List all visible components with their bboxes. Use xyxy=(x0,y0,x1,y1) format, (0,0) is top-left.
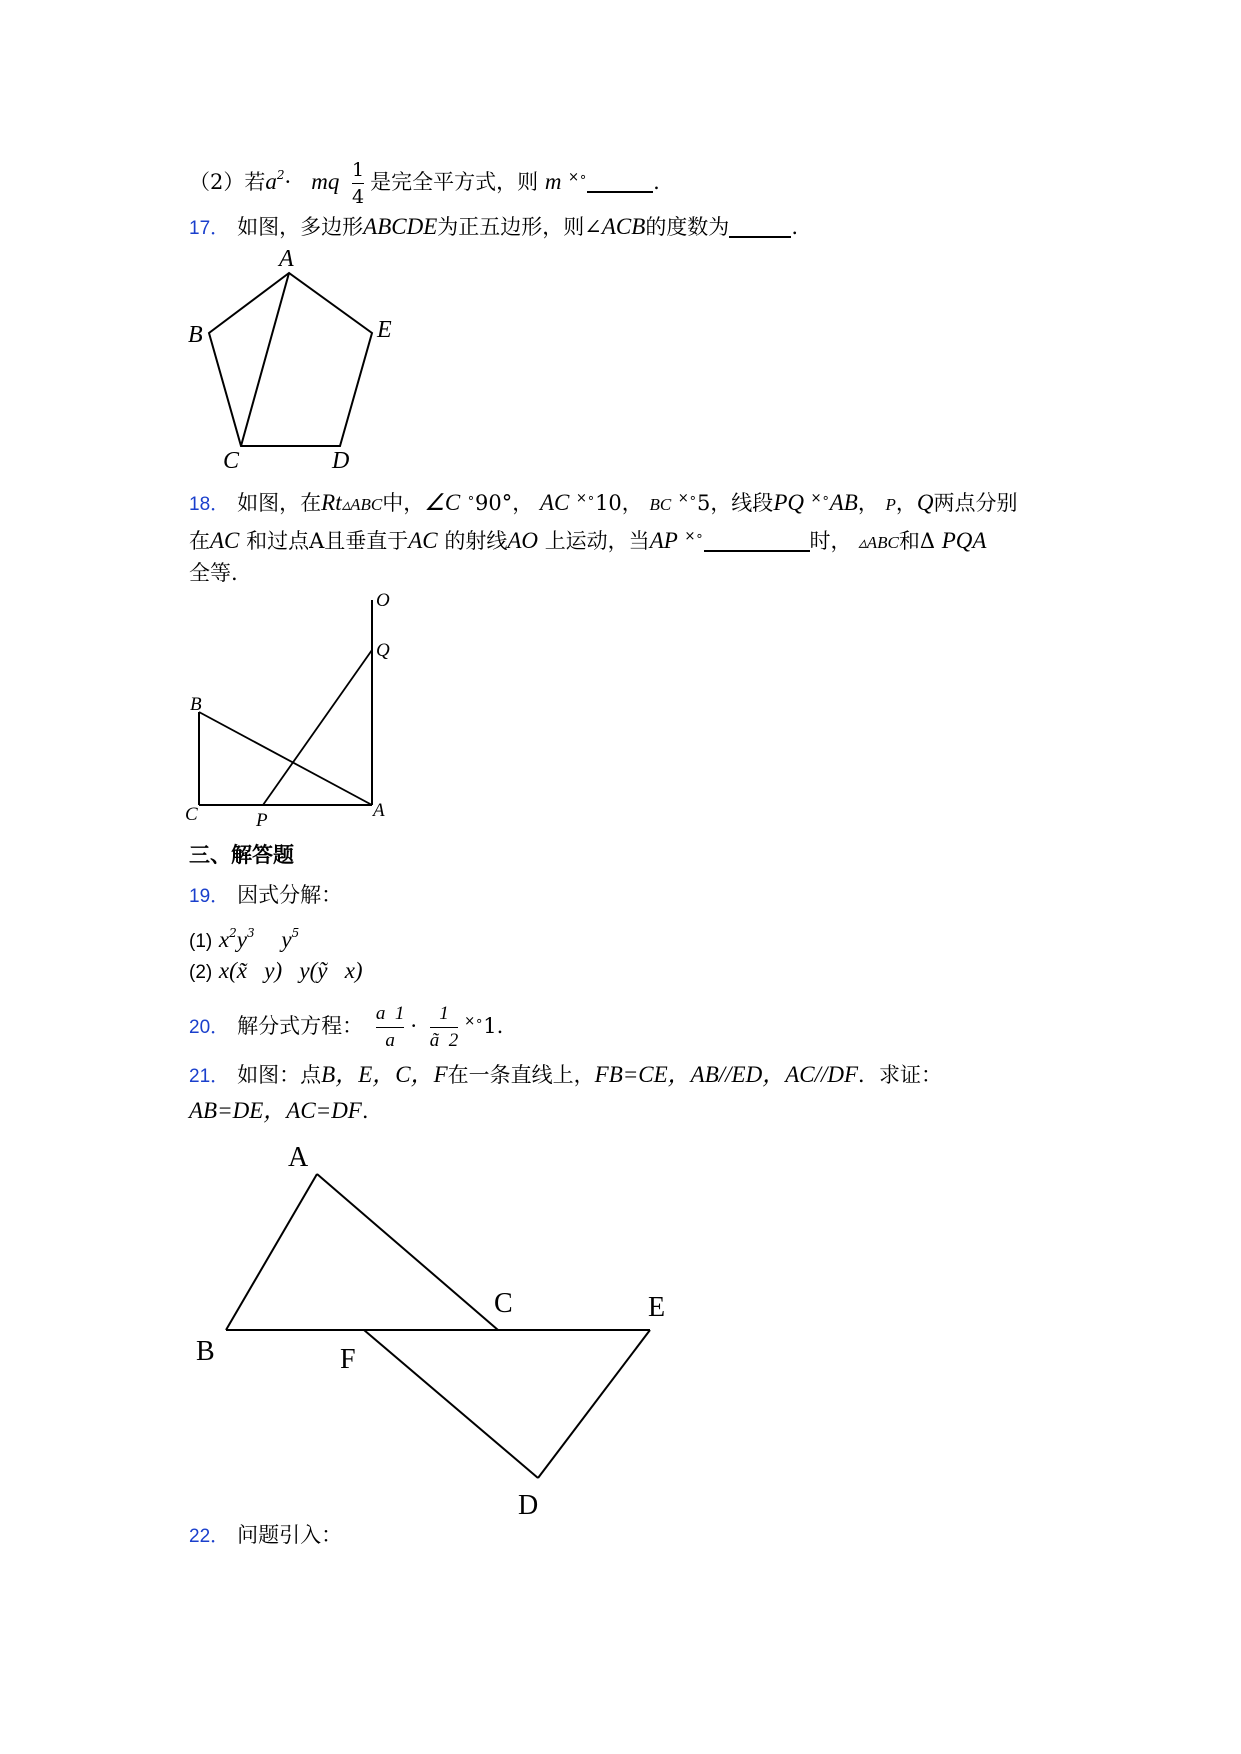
segment-ab xyxy=(226,1174,317,1330)
answer-blank xyxy=(729,214,791,238)
q21-t3: ．求证： xyxy=(858,1063,943,1087)
q19-part1 xyxy=(189,918,299,957)
q20-text xyxy=(189,994,503,1056)
label-c: C xyxy=(223,448,240,474)
frac-den: 4 xyxy=(352,186,365,208)
var-ap: AP xyxy=(649,528,678,553)
points: B，E，C，F xyxy=(321,1062,448,1087)
triangle-abc: ▵ABC xyxy=(858,533,899,552)
q19-part2 xyxy=(189,956,363,988)
q18-l2d: 上运动，当 xyxy=(544,529,650,553)
q22-title-text: 问题引入： xyxy=(237,1523,343,1547)
comma: ， xyxy=(621,491,643,515)
expression: x(x̃ y) y(ỹ x) xyxy=(218,958,363,983)
frac-den: ã 2 xyxy=(429,1030,459,1051)
var-p: P xyxy=(885,495,896,514)
var-pq: PQ xyxy=(773,490,804,515)
q17-text xyxy=(189,212,798,244)
segment-pq xyxy=(263,650,372,805)
var-ac: AC xyxy=(539,490,570,515)
to-prove: AB=DE，AC=DF xyxy=(189,1098,362,1123)
var-ab: AB xyxy=(829,490,858,515)
glyph-artifact: ×∘ xyxy=(677,491,697,506)
q18-t5: ，线段 xyxy=(710,491,774,515)
q19-title xyxy=(189,880,342,912)
value-90: 90° xyxy=(475,491,513,515)
value-5: 5 xyxy=(696,491,711,515)
q21-line1 xyxy=(189,1060,942,1092)
period: . xyxy=(496,1014,504,1038)
var-m: m xyxy=(544,169,562,194)
segment-ac xyxy=(241,273,289,446)
label-b: B xyxy=(190,694,202,715)
label-a: A xyxy=(288,1142,309,1173)
segment-de xyxy=(538,1330,650,1478)
exp: 5 xyxy=(291,926,300,940)
var-y: y xyxy=(236,927,247,952)
label-b: B xyxy=(188,322,203,348)
var-bc: BC xyxy=(649,495,672,514)
comma: ， xyxy=(857,491,879,515)
period: . xyxy=(653,170,660,194)
period: . xyxy=(791,215,798,239)
question-number: 21． xyxy=(189,1066,230,1087)
label-a: A xyxy=(279,246,294,272)
var-a: a xyxy=(265,169,277,194)
q21-t1: 如图：点 xyxy=(237,1063,322,1087)
right-triangle-figure xyxy=(180,590,400,830)
q18-t2: 中， xyxy=(382,491,425,515)
frac-den: a xyxy=(385,1030,395,1051)
fraction-2 xyxy=(430,1002,459,1053)
label-p: P xyxy=(256,810,268,831)
label-b: B xyxy=(196,1336,215,1367)
label-f: F xyxy=(340,1344,356,1375)
label-q: Q xyxy=(376,640,390,661)
question-number: 18． xyxy=(189,494,230,515)
exp: 2 xyxy=(229,926,237,940)
q18-t8: 两点分别 xyxy=(933,491,1018,515)
var-y: y xyxy=(281,927,292,952)
q18-line2 xyxy=(189,522,986,558)
part-label: (1) xyxy=(189,931,213,952)
q18-l2c: 的射线 xyxy=(444,529,508,553)
angle-c: ∠C xyxy=(424,490,461,515)
q21-t2: 在一条直线上， xyxy=(447,1063,595,1087)
var-ac: AC xyxy=(408,528,438,553)
question-number: 17． xyxy=(189,218,230,239)
var-ao: AO xyxy=(507,528,538,553)
glyph-artifact: ×∘ xyxy=(684,529,704,544)
label-a: A xyxy=(373,800,385,821)
segment-ac xyxy=(317,1174,498,1330)
glyph-artifact: ×∘ xyxy=(568,170,588,185)
section-heading: 三、解答题 xyxy=(189,843,294,867)
q18-l2e: 时， xyxy=(809,529,852,553)
glyph-artifact: ×∘ xyxy=(576,491,596,506)
fraction-1 xyxy=(376,1002,405,1053)
label-d: D xyxy=(518,1490,539,1521)
q18-l2a: 在 xyxy=(189,529,210,553)
var-x: x xyxy=(218,927,230,952)
var-mq: mq xyxy=(311,169,340,194)
label-c: C xyxy=(494,1288,513,1319)
glyph-artifact: ×∘ xyxy=(464,1014,484,1029)
q16-part2 xyxy=(189,158,660,209)
var-ac: AC xyxy=(210,528,240,553)
part-label: (2) xyxy=(189,962,213,983)
rt: Rt xyxy=(321,490,342,515)
comma: ， xyxy=(895,491,917,515)
q22-title xyxy=(189,1520,342,1552)
q18-l2b: 和过点A且垂直于 xyxy=(246,529,409,553)
var-q: Q xyxy=(916,490,934,515)
q18-line3 xyxy=(189,558,238,588)
dot: · xyxy=(284,170,292,194)
segment-fd xyxy=(364,1330,538,1478)
q17-t1: 如图，多边形 xyxy=(237,215,364,239)
glyph-artifact: ∘ xyxy=(466,491,476,506)
value-10: 10 xyxy=(595,491,622,515)
frac-num: 1 xyxy=(439,1003,449,1024)
comma: ， xyxy=(512,491,534,515)
label-e: E xyxy=(648,1292,666,1323)
q19-title-text: 因式分解： xyxy=(237,883,343,907)
q16-prefix: （2）若 xyxy=(189,170,266,194)
q18-l2f: 和Δ xyxy=(898,529,936,553)
label-d: D xyxy=(332,448,350,474)
fraction-one-quarter xyxy=(352,158,364,209)
pentagon-outline xyxy=(209,273,372,446)
polygon-name: ABCDE xyxy=(363,214,438,239)
label-c: C xyxy=(185,804,198,825)
triangle-abc: ▵ABC xyxy=(341,495,383,514)
exp: 3 xyxy=(247,926,255,940)
frac-num: 1 xyxy=(352,159,365,181)
q18-l3: 全等. xyxy=(189,561,238,585)
answer-blank xyxy=(587,169,653,193)
two-triangles-figure xyxy=(180,1140,700,1520)
q20-title: 解分式方程： xyxy=(237,1014,364,1038)
label-o: O xyxy=(376,590,390,611)
question-number: 20． xyxy=(189,1017,230,1038)
q17-t2: 为正五边形，则∠ xyxy=(437,215,602,239)
conditions: FB=CE，AB//ED，AC//DF xyxy=(594,1062,859,1087)
question-number: 19． xyxy=(189,886,230,907)
segment-ab xyxy=(199,712,372,805)
rhs: 1 xyxy=(483,1014,497,1038)
pentagon-figure xyxy=(180,246,420,474)
question-number: 22． xyxy=(189,1526,230,1547)
q21-line2 xyxy=(189,1096,369,1126)
triangle-pqa: PQA xyxy=(941,528,987,553)
dot: · xyxy=(410,1014,418,1038)
q18-line1 xyxy=(189,484,1018,520)
q17-t3: 的度数为 xyxy=(645,215,730,239)
glyph-artifact: ×∘ xyxy=(810,491,830,506)
label-e: E xyxy=(377,317,392,343)
q16-mid: 是完全平方式，则 xyxy=(370,170,539,194)
frac-num: a 1 xyxy=(375,1003,405,1024)
period: . xyxy=(361,1099,369,1123)
answer-blank xyxy=(704,528,810,552)
exp: 2 xyxy=(276,168,285,182)
angle-name: ACB xyxy=(601,214,646,239)
q18-t1: 如图，在 xyxy=(237,491,322,515)
